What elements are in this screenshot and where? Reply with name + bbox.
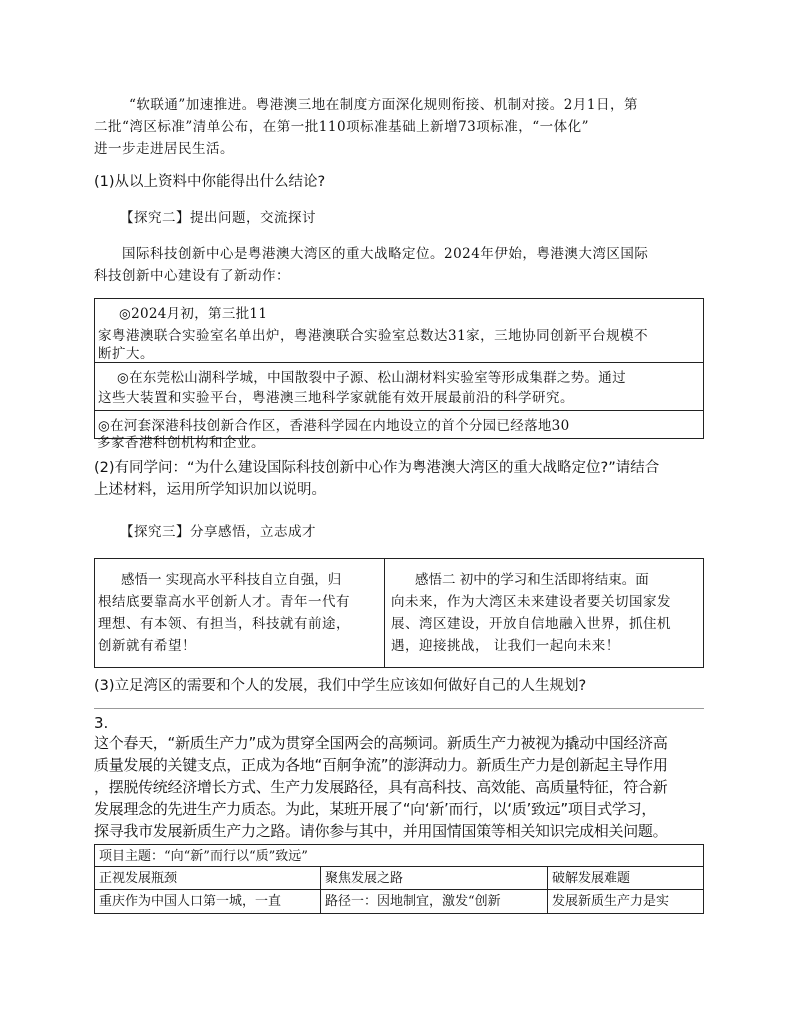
reflection-left-line-1: 感悟一 实现高水平科技自立自强，归 [121,572,342,588]
intro-line-1: “软联通”加速推进。粤港澳三地在制度方面深化规则衔接、机制对接。2月1日，第 [129,97,638,113]
section-3-number: 3. [94,714,109,732]
explore-2-para-line-2: 科技创新中心建设有了新动作： [94,268,290,284]
section-3-line-2: 质量发展的关键支点，正成为各地“百舸争流”的澎湃动力。新质生产力是创新起主导作用 [94,756,668,774]
news-item-1-line-2: 家粤港澳联合实验室名单出炉，粤港澳联合实验室总数达31家，三地协同创新平台规模不 [98,328,649,344]
news-item-3-line-2: 多家香港科创机构和企业。 [97,435,265,451]
reflection-right-line-1: 感悟二 初中的学习和生活即将结束。面 [415,572,649,588]
section-divider [94,708,704,709]
news-item-3-line-1: ◎在河套深港科技创新合作区，香港科学园在内地设立的首个分园已经落地30 [98,418,570,434]
question-2-line-1: (2)有同学问：“为什么建设国际科技创新中心作为粤港澳大湾区的重大战略定位?”请结合 [94,460,660,476]
intro-line-2: 二批“湾区标准”清单公布，在第一批110项标准基础上新增73项标准，“一体化” [94,119,590,135]
section-3-line-4: 发展理念的先进生产力质态。为此，某班开展了“向‘新’而行，以‘质’致远”项目式学习， [94,800,657,818]
table-cell-1-1: 重庆作为中国人口第一城，一直 [95,890,321,913]
reflection-left-line-4: 创新就有希望！ [98,638,196,654]
question-3: (3)立足湾区的需要和个人的发展，我们中学生应该如何做好自己的人生规划? [94,678,587,694]
news-item-1-line-3: 断扩大。 [98,346,154,362]
innovation-news-box [94,298,704,439]
news-item-1-line-1: ◎2024月初，第三批11 [119,306,268,322]
reflection-left-line-2: 根结底要靠高水平创新人才。青年一代有 [98,594,350,610]
question-1: (1)从以上资料中你能得出什么结论? [94,174,326,190]
reflection-right-line-4: 遇，迎接挑战， 让我们一起向未来！ [391,638,620,654]
explore-2-para-line-1: 国际科技创新中心是粤港澳大湾区的重大战略定位。2024年伊始，粤港澳大湾区国际 [122,246,649,262]
explore-2-heading: 【探究二】提出问题，交流探讨 [120,210,316,226]
news-item-2-line-2: 这些大装置和实验平台，粤港澳三地科学家就能有效开展最前沿的科学研究。 [98,390,574,406]
reflection-left-line-3: 理想、有本领、有担当，科技就有前途， [98,616,350,632]
table-cell-1-2: 路径一：因地制宜，激发“创新 [321,890,548,913]
section-3-line-5: 探寻我市发展新质生产力之路。请你参与其中，并用国情国策等相关知识完成相关问题。 [94,822,668,840]
reflection-right-line-3: 展、湾区建设，开放自信地融入世界，抓住机 [391,616,671,632]
project-table [94,844,704,914]
section-3-line-1: 这个春天，“新质生产力”成为贯穿全国两会的高频词。新质生产力被视为撬动中国经济高 [94,734,668,752]
explore-3-heading: 【探究三】分享感悟，立志成才 [120,524,316,540]
table-header-2: 聚焦发展之路 [321,867,548,890]
intro-line-3: 进一步走进居民生活。 [94,141,234,157]
reflection-box [94,558,704,668]
reflection-right-line-2: 向未来，作为大湾区未来建设者要关切国家发 [391,594,671,610]
table-header-3: 破解发展难题 [548,867,703,890]
question-2-line-2: 上述材料，运用所学知识加以说明。 [94,482,326,498]
table-cell-1-3: 发展新质生产力是实 [552,894,670,909]
project-theme: 项目主题：“向“新”而行以“质”致远” [95,845,703,867]
news-item-2-line-1: ◎在东莞松山湖科学城，中国散裂中子源、松山湖材料实验室等形成集群之势。通过 [117,370,626,386]
section-3-line-3: ，摆脱传统经济增长方式、生产力发展路径，具有高科技、高效能、高质量特征，符合新 [94,778,668,796]
table-header-1: 正视发展瓶颈 [95,867,321,890]
